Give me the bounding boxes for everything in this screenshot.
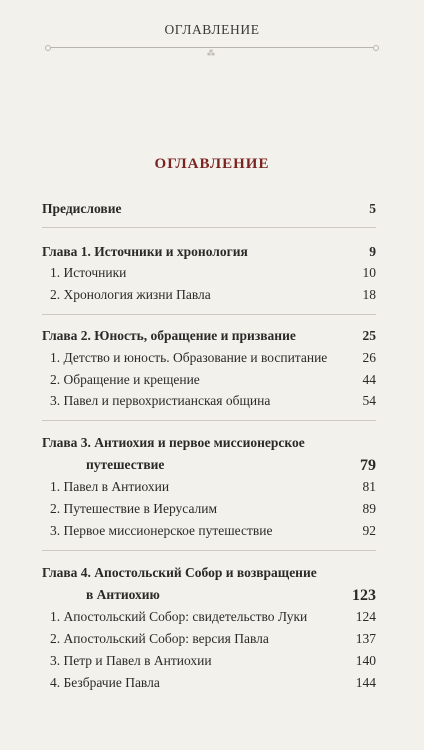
running-header: ОГЛАВЛЕНИЕ [164,22,260,37]
toc-page-number: 92 [362,523,376,538]
toc-page-number: 140 [355,653,376,668]
toc-section [42,393,376,409]
toc-entry-label: Предисловие [42,201,122,216]
toc-page-number: 81 [362,479,376,494]
toc-entry-label: 3. Павел и первохристианская община [50,393,271,408]
toc-chapter-1 [42,244,376,260]
toc-section [42,501,376,517]
toc-entry-label: 3. Петр и Павел в Антиохии [50,653,212,668]
toc-chapter-4 [42,565,376,581]
toc-section [42,372,376,388]
rule-end-left [45,45,51,51]
toc-entry-label: путешествие [86,457,165,472]
toc-entry-label: 3. Первое миссионерское путешествие [50,523,273,538]
toc-page-number: 26 [362,350,376,365]
toc-page-number: 124 [355,609,376,624]
toc-section [42,675,376,691]
rule-end-right [373,45,379,51]
section-divider [42,420,376,421]
toc-entry-label: Глава 4. Апостольский Собор и возвращение [42,565,317,580]
toc-entry-label: 2. Апостольский Собор: версия Павла [50,631,269,646]
section-divider [42,550,376,551]
toc-section [42,631,376,647]
toc-section [42,523,376,539]
toc-entry-label: Глава 3. Антиохия и первое миссионерское [42,435,305,450]
page-title: ОГЛАВЛЕНИЕ [154,156,270,172]
toc-section [42,350,376,366]
toc-section [42,479,376,495]
toc-entry-label: 2. Путешествие в Иерусалим [50,501,218,516]
toc-page-number: 9 [369,244,376,259]
toc-page-number: 123 [352,587,376,604]
toc-page-number: 10 [362,265,376,280]
toc-chapter-4-continuation [42,587,376,603]
toc-entry-label: 1. Апостольский Собор: свидетельство Луки [50,609,308,624]
toc-entry-label: 1. Павел в Антиохии [50,479,170,494]
toc-page-number: 79 [360,457,376,474]
toc-page-number: 89 [362,501,376,516]
section-divider [42,227,376,228]
toc-page-number: 44 [362,372,376,387]
toc-chapter-3-continuation [42,457,376,473]
toc-section [42,653,376,669]
toc-page-number: 137 [355,631,376,646]
toc-page-number: 144 [355,675,376,690]
toc-entry-label: 4. Безбрачие Павла [50,675,160,690]
toc-chapter-2 [42,328,376,344]
toc-entry-label: Глава 1. Источники и хронология [42,244,248,259]
section-divider [42,314,376,315]
rule-ornament: ⁂ [207,49,217,58]
toc-entry-label: 1. Источники [50,265,127,280]
toc-section [42,287,376,303]
toc-page-number: 5 [369,201,376,216]
header-rule [45,45,379,59]
toc-section [42,265,376,281]
toc-chapter-3 [42,435,376,451]
toc-section [42,609,376,625]
toc-entry-label: 2. Хронология жизни Павла [50,287,211,302]
toc-page-number: 54 [362,393,376,408]
rule-line [51,47,373,48]
toc-entry-label: Глава 2. Юность, обращение и призвание [42,328,296,343]
toc-entry-label: в Антиохию [86,587,160,602]
toc-page-number: 18 [362,287,376,302]
toc-entry-preface [42,201,376,217]
toc-entry-label: 1. Детство и юность. Образование и воспитание [50,350,328,365]
toc-page-number: 25 [362,328,376,343]
toc-entry-label: 2. Обращение и крещение [50,372,200,387]
